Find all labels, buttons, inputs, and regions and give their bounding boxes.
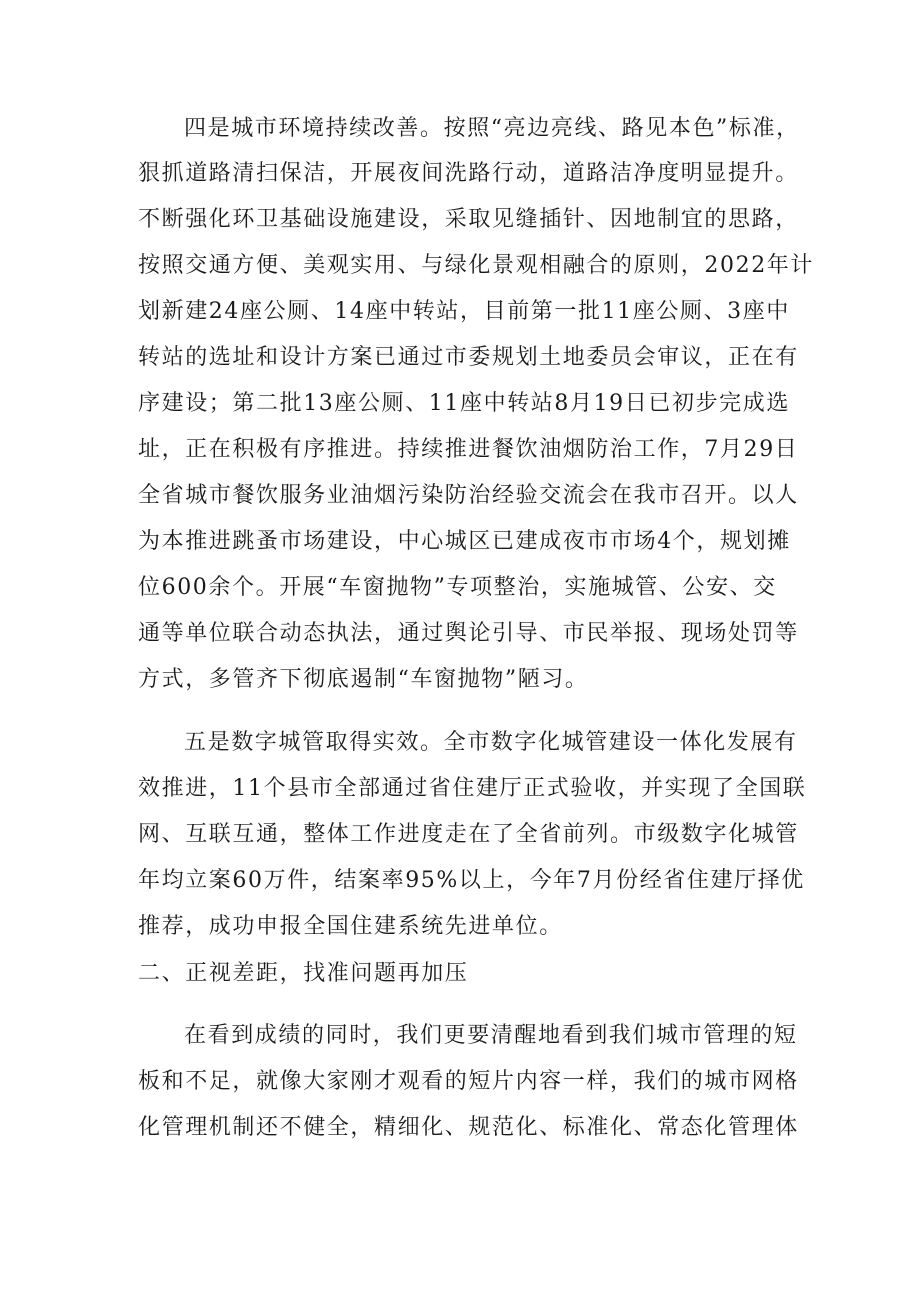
- paragraph-4-line-10: 为本推进跳蚤市场建设，中心城区已建成夜市市场4个，规划摊: [138, 529, 791, 554]
- paragraph-4-line-4: 按照交通方便、美观实用、与绿化景观相融合的原则，2022年计: [138, 253, 814, 278]
- paragraph-4-line-9: 全省城市餐饮服务业油烟污染防治经验交流会在我市召开。以人: [138, 483, 799, 508]
- paragraph-4-line-6: 转站的选址和设计方案已通过市委规划土地委员会审议，正在有: [138, 345, 799, 370]
- section-heading: 二、正视差距，找准问题再加压: [138, 961, 469, 986]
- paragraph-5-line-1: 五是数字城管取得实效。全市数字化城管建设一体化发展有: [184, 730, 798, 755]
- paragraph-4-line-3: 不断强化环卫基础设施建设，采取见缝插针、因地制宜的思路，: [138, 207, 799, 232]
- paragraph-4-line-5: 划新建24座公厕、14座中转站，目前第一批11座公厕、3座中: [138, 299, 790, 324]
- paragraph-6-line-1: 在看到成绩的同时，我们更要清醒地看到我们城市管理的短: [184, 1023, 798, 1048]
- paragraph-5-line-4: 年均立案60万件，结案率95%以上，今年7月份经省住建厅择优: [138, 868, 805, 893]
- paragraph-4-line-2: 狠抓道路清扫保洁，开展夜间洗路行动，道路洁净度明显提升。: [138, 161, 799, 186]
- paragraph-4-line-13: 方式，多管齐下彻底遏制“车窗抛物”陋习。: [138, 667, 589, 692]
- paragraph-4-line-11: 位600余个。开展“车窗抛物”专项整治，实施城管、公安、交: [138, 575, 777, 600]
- paragraph-6-line-2: 板和不足，就像大家刚才观看的短片内容一样，我们的城市网格: [138, 1069, 799, 1094]
- paragraph-5-line-2: 效推进，11个县市全部通过省住建厅正式验收，并实现了全国联: [138, 776, 807, 801]
- paragraph-4-line-8: 址，正在积极有序推进。持续推进餐饮油烟防治工作，7月29日: [138, 437, 799, 462]
- paragraph-4-line-7: 序建设；第二批13座公厕、11座中转站8月19日已初步完成选: [138, 391, 790, 416]
- paragraph-5-line-5: 推荐，成功申报全国住建系统先进单位。: [138, 914, 563, 939]
- paragraph-4-line-1: 四是城市环境持续改善。按照“亮边亮线、路见本色”标准，: [184, 116, 800, 141]
- paragraph-4-line-12: 通等单位联合动态执法，通过舆论引导、市民举报、现场处罚等: [138, 621, 799, 646]
- paragraph-6-line-3: 化管理机制还不健全，精细化、规范化、标准化、常态化管理体: [138, 1115, 799, 1140]
- paragraph-5-line-3: 网、互联互通，整体工作进度走在了全省前列。市级数字化城管: [138, 822, 799, 847]
